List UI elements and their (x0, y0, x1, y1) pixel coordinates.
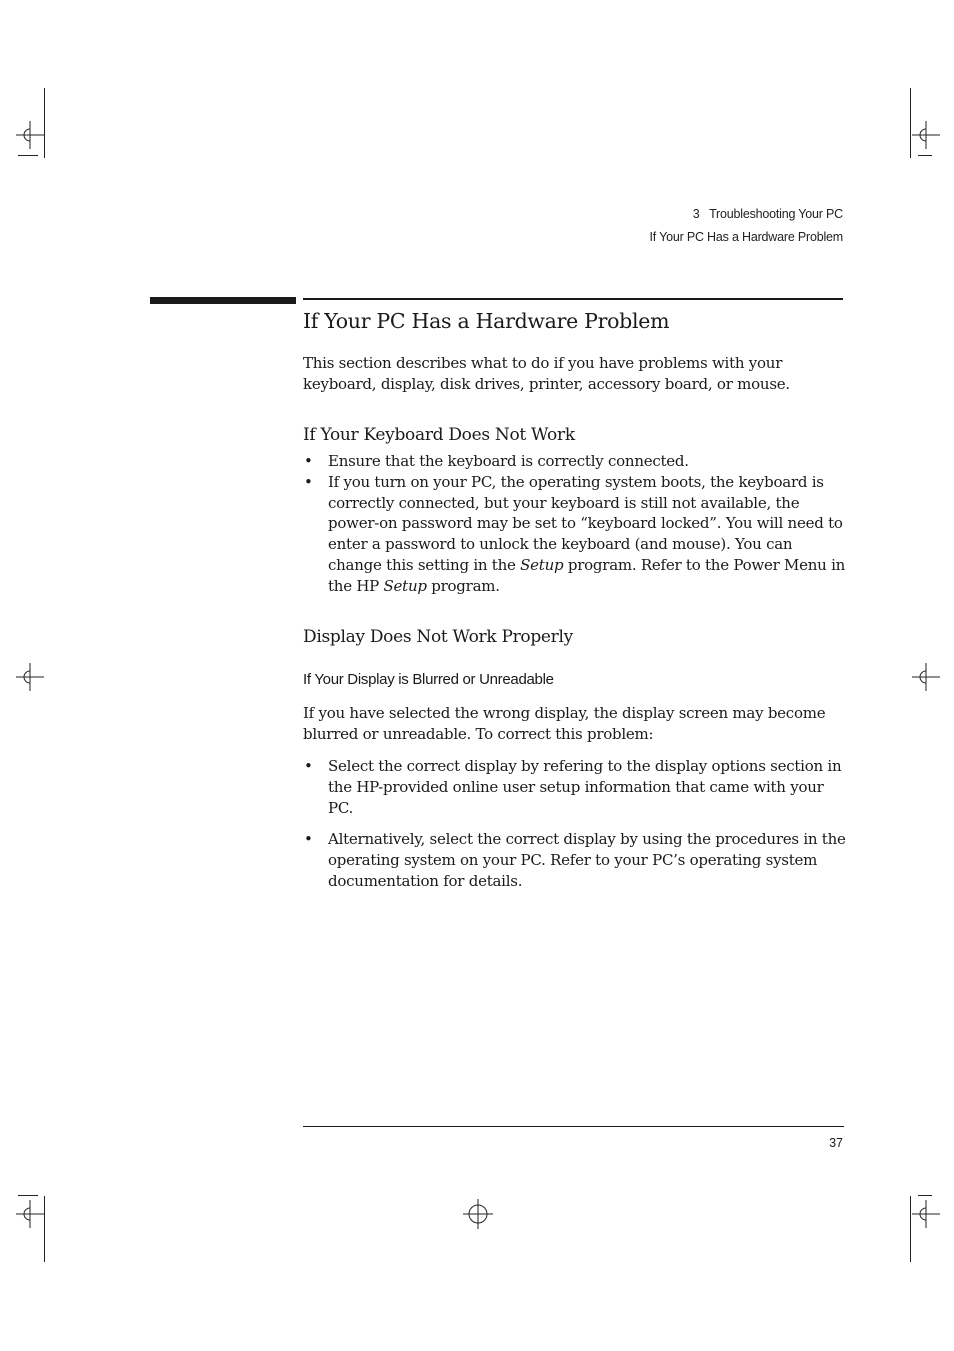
section-rule (303, 298, 843, 300)
bullet-icon: • (304, 830, 313, 849)
keyboard-list (303, 451, 848, 597)
display-heading: Display Does Not Work Properly (303, 627, 573, 647)
bullet-icon: • (304, 472, 313, 491)
running-head-section: If Your PC Has a Hardware Problem (649, 230, 843, 244)
list-item (303, 451, 848, 472)
display-subheading: If Your Display is Blurred or Unreadable (303, 671, 554, 688)
registration-mark-icon (16, 663, 44, 691)
setup-program-name: Setup (383, 576, 427, 595)
list-item-text: program. Refer to the Power Menu in the HP (328, 555, 846, 595)
setup-program-name: Setup (520, 555, 564, 574)
page-title: If Your PC Has a Hardware Problem (303, 309, 670, 333)
registration-mark-icon (16, 1200, 44, 1228)
page-number: 37 (829, 1136, 843, 1150)
footer-rule (303, 1126, 844, 1127)
list-item-text: Alternatively, select the correct display by using the procedures in the operating system on your PC. Refer to your PC’s operating system documentation for details. (328, 830, 846, 890)
display-intro: If you have selected the wrong display, the display screen may become blurred or unreadable. To correct this problem: (303, 704, 826, 743)
list-item-text: Select the correct display by refering to the display options section in the HP-provided online user setup information that came with your PC. (328, 757, 842, 817)
registration-mark-icon (463, 1199, 493, 1229)
registration-mark-icon (912, 121, 940, 149)
display-list (303, 756, 848, 892)
running-head-chapter: 3 Troubleshooting Your PC (692, 207, 843, 221)
bullet-icon: • (304, 757, 313, 775)
list-item-text: Ensure that the keyboard is correctly connected. (328, 452, 689, 470)
list-item (303, 472, 848, 597)
list-item (303, 756, 848, 818)
list-item-text: If you turn on your PC, the operating system boots, the keyboard is correctly connected, but your keyboard is still not available, the power-on password may be set to “keyboard locked”. You will need to enter a password to unlock the keyboard (and mouse). You can change this setting in the (328, 472, 843, 574)
registration-mark-icon (912, 1200, 940, 1228)
bullet-icon: • (304, 452, 313, 470)
section-bar (150, 297, 296, 304)
list-item (303, 829, 848, 891)
intro-paragraph: This section describes what to do if you have problems with your keyboard, display, disk drives, printer, accessory board, or mouse. (303, 354, 790, 393)
registration-mark-icon (912, 663, 940, 691)
registration-mark-icon (16, 121, 44, 149)
keyboard-heading: If Your Keyboard Does Not Work (303, 425, 575, 445)
list-item-text: program. (426, 576, 500, 595)
